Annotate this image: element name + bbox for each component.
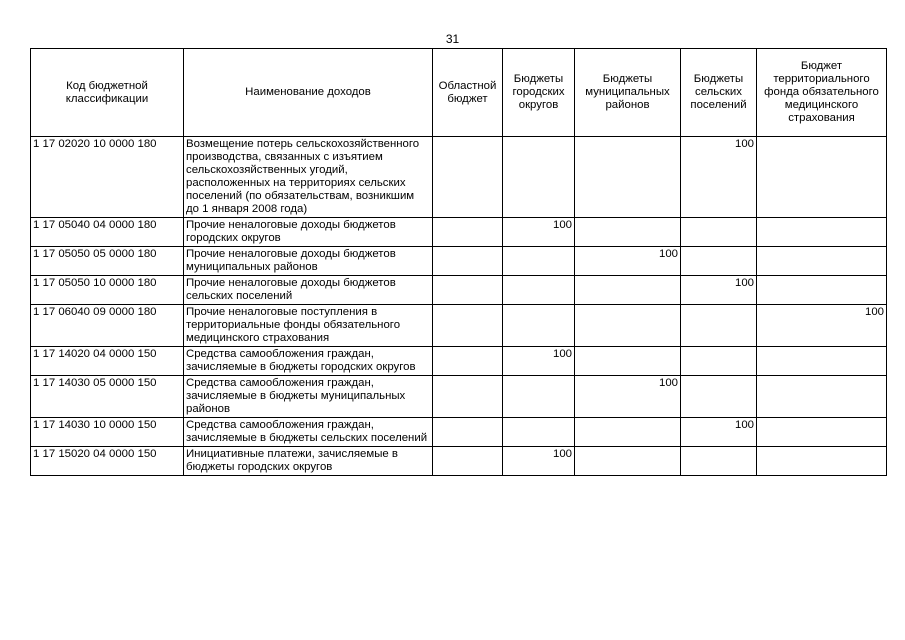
- row-value-regional: [433, 347, 503, 376]
- column-header-medical-insurance-fund-budget: Бюджет территориального фонда обязательного медицинского страхования: [757, 49, 887, 137]
- row-value-municipal-district: [575, 418, 681, 447]
- row-value-medical-insurance-fund: [757, 376, 887, 418]
- row-name: Инициативные платежи, зачисляемые в бюджеты городских округов: [184, 447, 433, 476]
- row-code: 1 17 06040 09 0000 180: [31, 305, 184, 347]
- table-header-row: [31, 49, 887, 137]
- row-name: Прочие неналоговые доходы бюджетов сельских поселений: [184, 276, 433, 305]
- row-code: 1 17 14020 04 0000 150: [31, 347, 184, 376]
- row-value-city-district: [503, 137, 575, 218]
- row-value-regional: [433, 376, 503, 418]
- row-value-rural-settlement: [681, 218, 757, 247]
- row-name: Средства самообложения граждан, зачисляемые в бюджеты сельских поселений: [184, 418, 433, 447]
- row-value-rural-settlement: 100: [681, 276, 757, 305]
- row-code: 1 17 14030 05 0000 150: [31, 376, 184, 418]
- row-value-medical-insurance-fund: [757, 276, 887, 305]
- row-value-regional: [433, 218, 503, 247]
- row-value-municipal-district: 100: [575, 247, 681, 276]
- row-value-rural-settlement: [681, 347, 757, 376]
- income-distribution-table: [30, 48, 887, 476]
- row-value-medical-insurance-fund: [757, 218, 887, 247]
- row-value-rural-settlement: [681, 376, 757, 418]
- row-value-medical-insurance-fund: [757, 347, 887, 376]
- row-value-regional: [433, 418, 503, 447]
- row-name: Прочие неналоговые доходы бюджетов муниципальных районов: [184, 247, 433, 276]
- column-header-regional-budget: Областной бюджет: [433, 49, 503, 137]
- row-code: 1 17 14030 10 0000 150: [31, 418, 184, 447]
- row-value-medical-insurance-fund: [757, 137, 887, 218]
- row-value-city-district: [503, 418, 575, 447]
- row-value-municipal-district: [575, 305, 681, 347]
- table-row: [31, 137, 887, 218]
- table-row: [31, 418, 887, 447]
- row-value-municipal-district: 100: [575, 376, 681, 418]
- row-code: 1 17 15020 04 0000 150: [31, 447, 184, 476]
- row-value-regional: [433, 247, 503, 276]
- row-value-rural-settlement: [681, 447, 757, 476]
- column-header-code: Код бюджетной классификации: [31, 49, 184, 137]
- table-row: [31, 376, 887, 418]
- row-value-city-district: 100: [503, 218, 575, 247]
- column-header-municipal-district-budgets: Бюджеты муниципальных районов: [575, 49, 681, 137]
- row-value-municipal-district: [575, 137, 681, 218]
- row-code: 1 17 05050 10 0000 180: [31, 276, 184, 305]
- row-value-regional: [433, 276, 503, 305]
- column-header-city-district-budgets: Бюджеты городских округов: [503, 49, 575, 137]
- row-value-city-district: 100: [503, 447, 575, 476]
- row-value-medical-insurance-fund: [757, 247, 887, 276]
- table-row: [31, 305, 887, 347]
- table-row: [31, 247, 887, 276]
- column-header-name: Наименование доходов: [184, 49, 433, 137]
- row-value-city-district: [503, 376, 575, 418]
- row-code: 1 17 02020 10 0000 180: [31, 137, 184, 218]
- row-name: Прочие неналоговые поступления в территориальные фонды обязательного медицинского страхования: [184, 305, 433, 347]
- table-row: [31, 447, 887, 476]
- row-value-municipal-district: [575, 276, 681, 305]
- row-value-city-district: [503, 305, 575, 347]
- row-code: 1 17 05040 04 0000 180: [31, 218, 184, 247]
- table-row: [31, 218, 887, 247]
- row-value-municipal-district: [575, 447, 681, 476]
- row-value-city-district: 100: [503, 347, 575, 376]
- row-value-rural-settlement: 100: [681, 137, 757, 218]
- row-value-rural-settlement: [681, 247, 757, 276]
- row-value-medical-insurance-fund: 100: [757, 305, 887, 347]
- row-value-rural-settlement: [681, 305, 757, 347]
- row-value-regional: [433, 137, 503, 218]
- table-row: [31, 276, 887, 305]
- row-name: Прочие неналоговые доходы бюджетов городских округов: [184, 218, 433, 247]
- row-name: Средства самообложения граждан, зачисляемые в бюджеты городских округов: [184, 347, 433, 376]
- row-value-medical-insurance-fund: [757, 447, 887, 476]
- row-code: 1 17 05050 05 0000 180: [31, 247, 184, 276]
- row-value-municipal-district: [575, 218, 681, 247]
- row-value-city-district: [503, 276, 575, 305]
- row-name: Средства самообложения граждан, зачисляемые в бюджеты муниципальных районов: [184, 376, 433, 418]
- row-name: Возмещение потерь сельскохозяйственного производства, связанных с изъятием сельскохозяйственных угодий, расположенных на территориях сельских поселений (по обязательствам, возникшим до 1 января 2008 года): [184, 137, 433, 218]
- table-row: [31, 347, 887, 376]
- row-value-regional: [433, 447, 503, 476]
- row-value-regional: [433, 305, 503, 347]
- row-value-city-district: [503, 247, 575, 276]
- page-number: 31: [445, 32, 460, 46]
- row-value-municipal-district: [575, 347, 681, 376]
- row-value-rural-settlement: 100: [681, 418, 757, 447]
- column-header-rural-settlement-budgets: Бюджеты сельских поселений: [681, 49, 757, 137]
- row-value-medical-insurance-fund: [757, 418, 887, 447]
